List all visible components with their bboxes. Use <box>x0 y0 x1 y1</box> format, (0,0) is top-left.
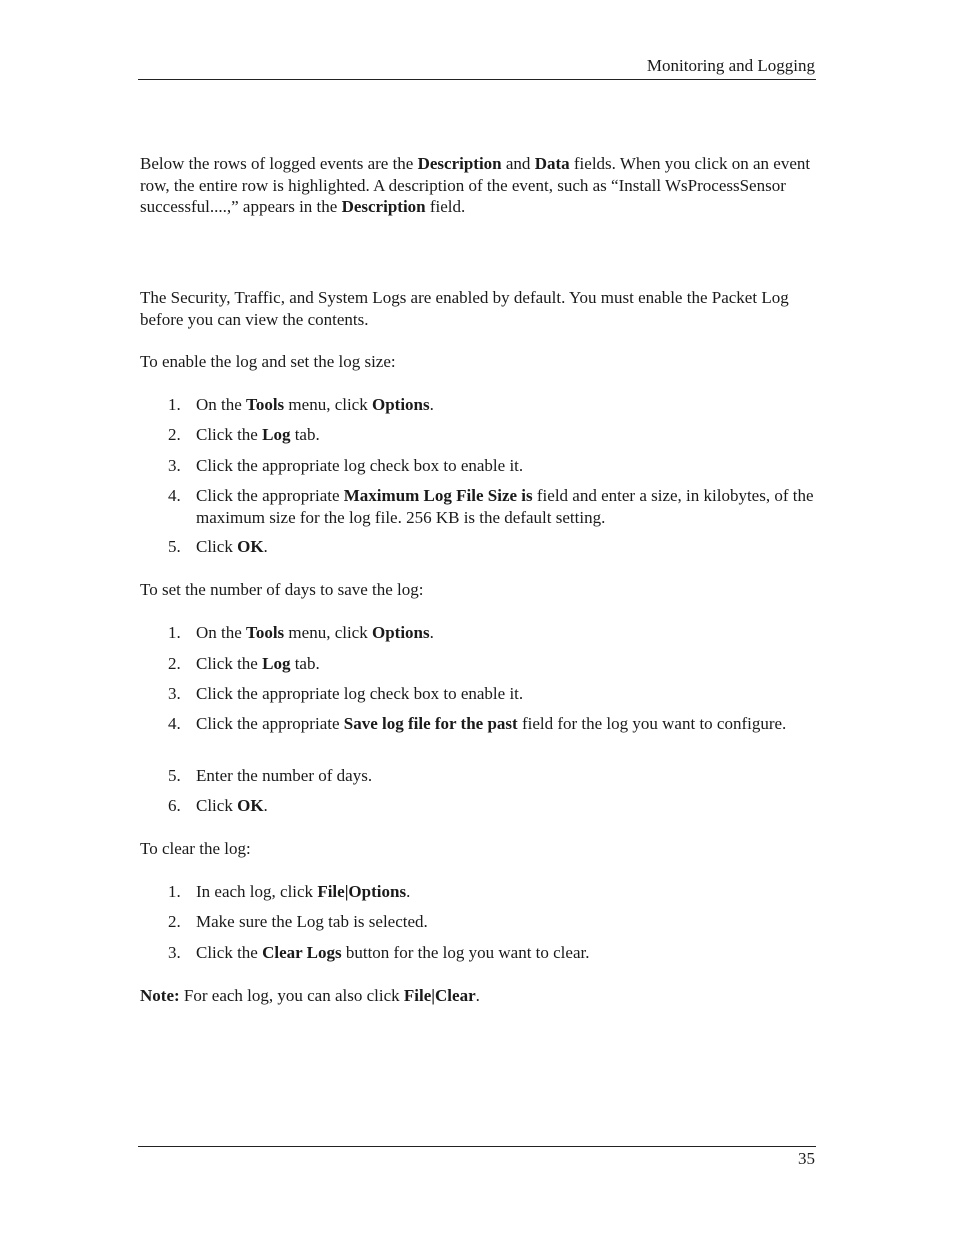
footer-rule <box>138 1146 816 1147</box>
section3-intro: To clear the log: <box>140 839 251 858</box>
section2-intro: To set the number of days to save the log: <box>140 580 424 599</box>
enable-paragraph: The Security, Traffic, and System Logs are enabled by default. You must enable the Packet Log before you can view the contents. <box>140 288 789 329</box>
intro-paragraph: Below the rows of logged events are the Description and Data fields. When you click on an event row, the entire row is highlighted. A description of the event, such as “Install WsProcessSensor successful....,” appears in the Description field. <box>140 154 811 216</box>
page-number: 35 <box>798 1149 815 1168</box>
header-rule <box>138 79 816 80</box>
section1-intro: To enable the log and set the log size: <box>140 352 396 371</box>
running-header: Monitoring and Logging <box>646 56 815 75</box>
note-paragraph: Note: For each log, you can also click File|Clear. <box>140 986 480 1005</box>
